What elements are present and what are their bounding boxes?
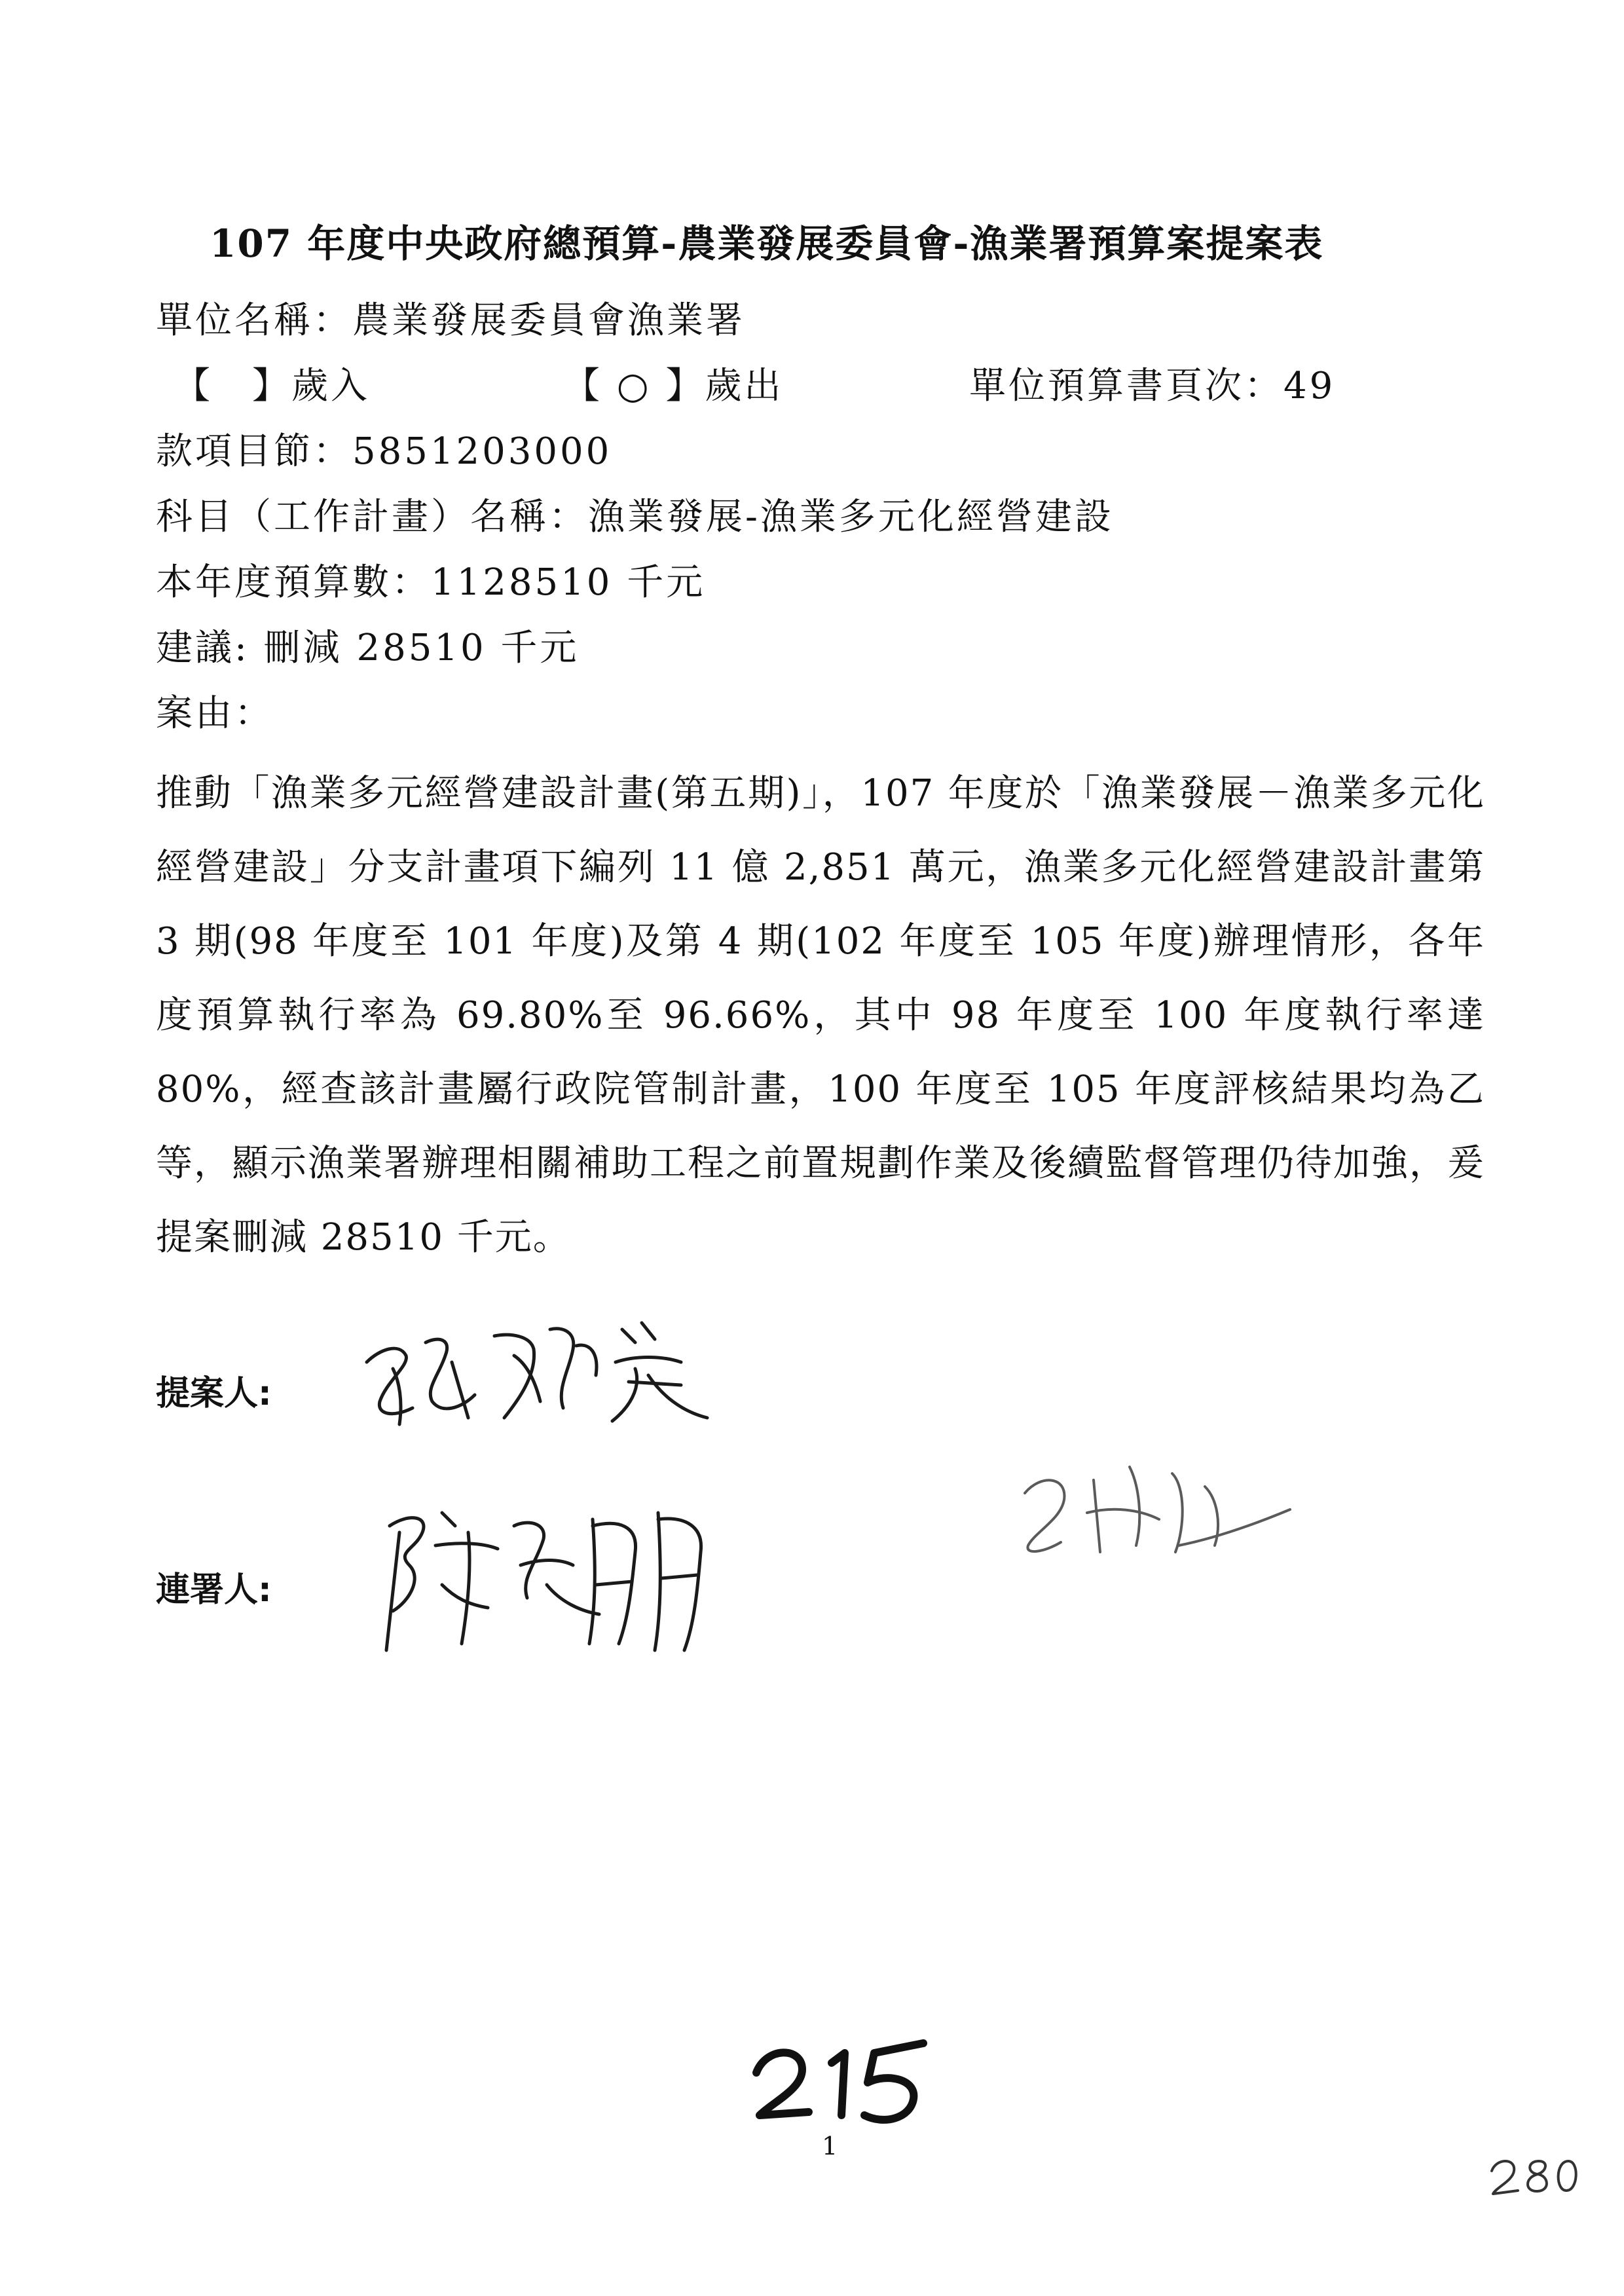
plan-name: 科目（工作計畫）名稱：漁業發展-漁業多元化經營建設	[156, 496, 1114, 538]
handwritten-page-number	[747, 2027, 936, 2132]
document-title: 107 年度中央政府總預算-農業發展委員會-漁業署預算案提案表	[210, 221, 1324, 266]
reason-text: 推動「漁業多元經營建設計畫(第五期)」，107 年度於「漁業發展－漁業多元化經營建設」分支計畫項下編列 11 億 2,851 萬元，漁業多元化經營建設計畫第 3 期(98 年度至 101 年度)及第 4 期(102 年度至 105 年度)辦理情形，各年度預算執行率為 69.80%至 96.66%，其中 98 年度至 100 年度執行率達 80%，經查該計畫屬行政院管制計畫，100 年度至 105 年度評核結果均為乙等，顯示漁業署辦理相關補助工程之前置規劃作業及後續監督管理仍待加強，爰提案刪減 28510 千元。	[156, 772, 1485, 1259]
expense-option: 【 ○ 】歲出	[563, 365, 784, 407]
page-number: 1	[822, 2132, 838, 2160]
income-option: 【 】歲入	[174, 365, 370, 407]
reason-label: 案由：	[156, 692, 274, 735]
account-code: 款項目節：5851203000	[156, 430, 612, 473]
budget-amount: 本年度預算數：1128510 千元	[156, 561, 706, 604]
cosigner-label: 連署人:	[156, 1570, 272, 1610]
budget-page-number: 單位預算書頁次：49	[969, 365, 1336, 407]
cosigner-signature-2	[1008, 1447, 1310, 1578]
corner-handwritten-number	[1486, 2148, 1585, 2200]
suggestion: 建議: 刪減 28510 千元	[156, 627, 580, 669]
proposer-signature	[354, 1303, 720, 1434]
proposer-label: 提案人:	[156, 1374, 272, 1413]
cosigner-signature-1	[370, 1487, 737, 1663]
unit-name: 單位名稱：農業發展委員會漁業署	[156, 299, 745, 342]
